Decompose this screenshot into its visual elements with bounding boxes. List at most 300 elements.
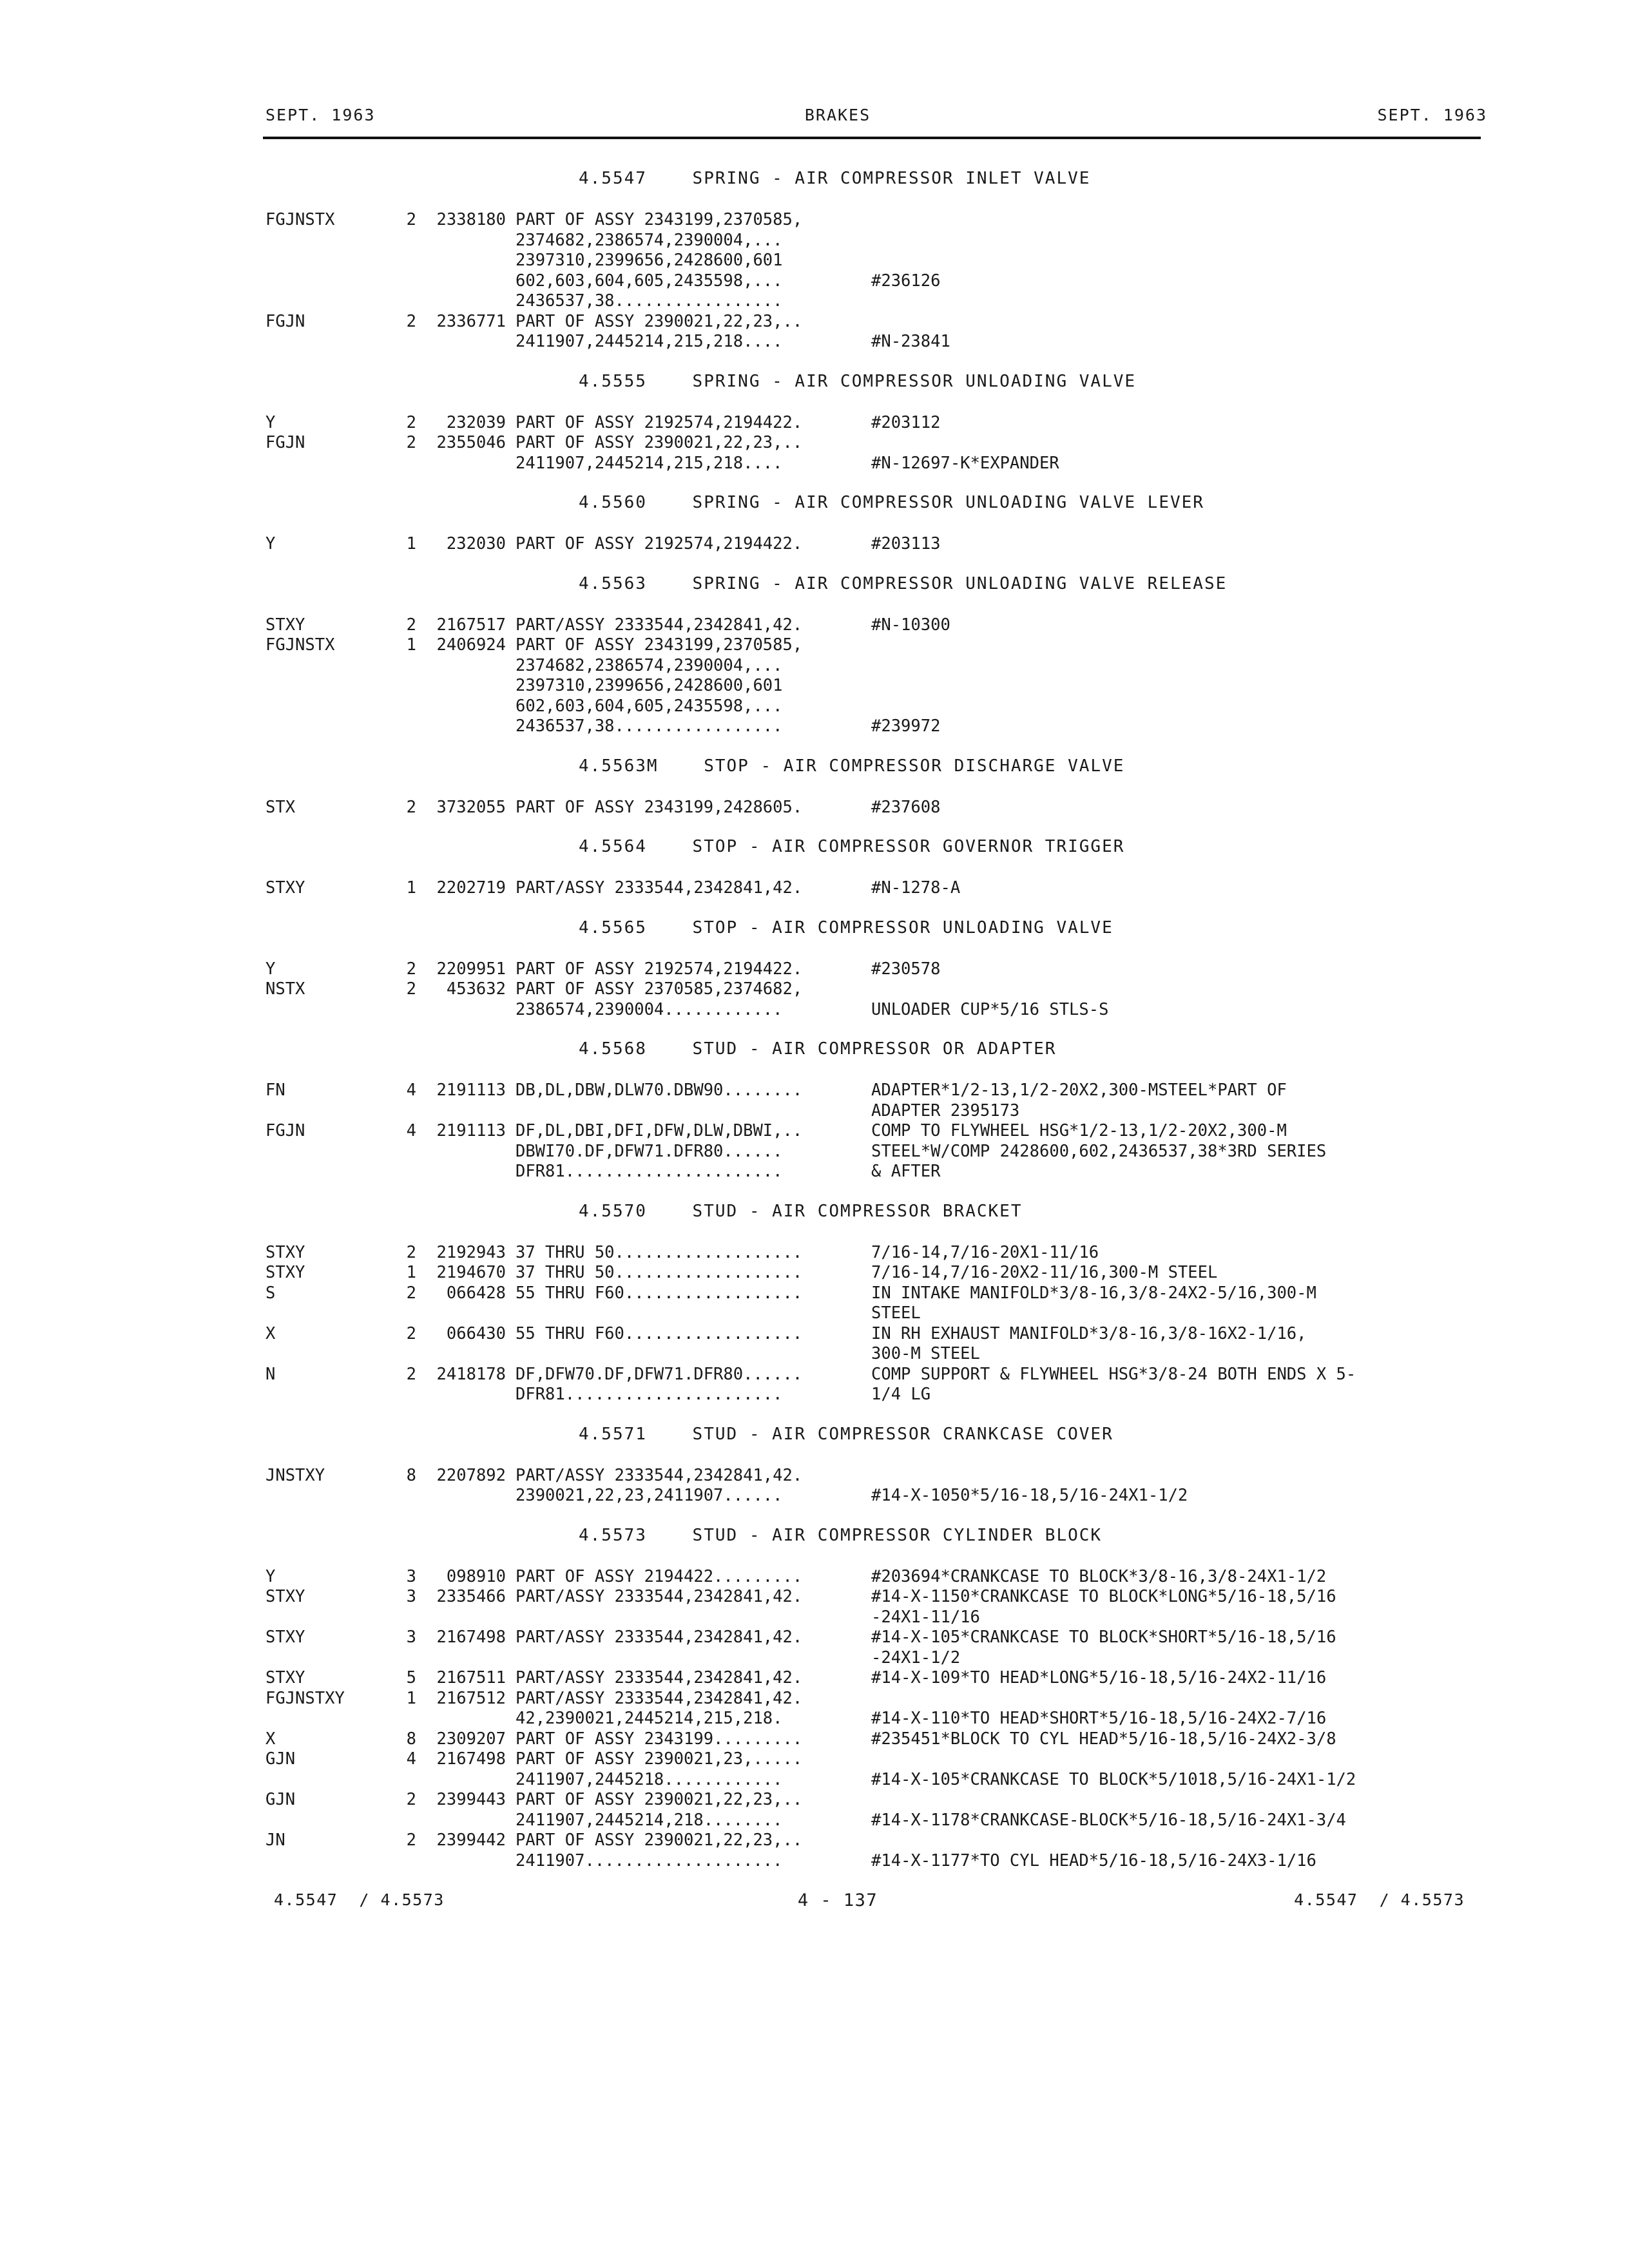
entry-line bbox=[0, 1851, 1629, 1872]
application-text: PART/ASSY 2333544,2342841,42. bbox=[516, 615, 803, 635]
entry-line bbox=[0, 291, 1629, 312]
section-spacer bbox=[0, 594, 1629, 615]
parts-section bbox=[0, 756, 1629, 838]
quantity: 2 bbox=[406, 412, 416, 432]
model-codes: STXY bbox=[265, 1628, 305, 1647]
section-spacer bbox=[0, 1506, 1629, 1526]
entry-line bbox=[0, 433, 1629, 454]
model-codes: GJN bbox=[265, 1790, 296, 1809]
quantity: 4 bbox=[406, 1081, 416, 1100]
part-entry bbox=[0, 1831, 1629, 1871]
part-number: 2167517 bbox=[436, 615, 506, 635]
entry-line bbox=[0, 312, 1629, 332]
section-spacer bbox=[0, 1546, 1629, 1567]
model-codes: FGJNSTX bbox=[265, 635, 335, 655]
header-date-right: SEPT. 1963 bbox=[1377, 106, 1487, 124]
description-text: #230578 bbox=[871, 959, 941, 979]
model-codes: X bbox=[265, 1729, 276, 1749]
model-codes: STXY bbox=[265, 1263, 305, 1282]
entry-line bbox=[0, 332, 1629, 352]
part-number: 2338180 bbox=[436, 210, 506, 229]
part-entry bbox=[0, 1749, 1629, 1790]
application-text: 602,603,604,605,2435598,... bbox=[516, 696, 783, 716]
model-codes: STXY bbox=[265, 878, 305, 898]
entry-line bbox=[0, 1101, 1629, 1122]
parts-section bbox=[0, 493, 1629, 574]
description-text: COMP TO FLYWHEEL HSG*1/2-13,1/2-20X2,300-M bbox=[871, 1121, 1287, 1140]
description-text: STEEL bbox=[871, 1303, 921, 1323]
entry-line bbox=[0, 1162, 1629, 1182]
part-number: 2167511 bbox=[436, 1668, 506, 1687]
part-number: 2192943 bbox=[436, 1242, 506, 1262]
application-text: PART OF ASSY 2390021,22,23,.. bbox=[516, 311, 803, 331]
application-text: 2374682,2386574,2390004,... bbox=[516, 230, 783, 250]
application-text: PART/ASSY 2333544,2342841,42. bbox=[516, 1628, 803, 1647]
entry-line bbox=[0, 697, 1629, 717]
entry-line bbox=[0, 1811, 1629, 1831]
section-number: 4.5568 bbox=[579, 1039, 647, 1059]
application-text: PART OF ASSY 2192574,2194422. bbox=[516, 959, 803, 979]
application-text: DF,DL,DBI,DFI,DFW,DLW,DBWI,.. bbox=[516, 1121, 803, 1140]
description-text: #203694*CRANKCASE TO BLOCK*3/8-16,3/8-24X1-1/2 bbox=[871, 1566, 1327, 1586]
entry-line bbox=[0, 656, 1629, 677]
application-text: PART OF ASSY 2390021,23,..... bbox=[516, 1749, 803, 1769]
entry-line bbox=[0, 1283, 1629, 1304]
parts-section bbox=[0, 918, 1629, 1040]
application-text: 37 THRU 50................... bbox=[516, 1263, 803, 1282]
section-spacer bbox=[0, 352, 1629, 372]
entry-line bbox=[0, 615, 1629, 636]
description-text: ADAPTER*1/2-13,1/2-20X2,300-MSTEEL*PART OF bbox=[871, 1081, 1287, 1100]
section-heading bbox=[0, 918, 1629, 938]
part-number: 2167498 bbox=[436, 1749, 506, 1769]
application-text: 602,603,604,605,2435598,... bbox=[516, 271, 783, 291]
section-title: SPRING - AIR COMPRESSOR INLET VALVE bbox=[692, 169, 1091, 188]
application-text: DFR81...................... bbox=[516, 1385, 783, 1404]
part-entry bbox=[0, 635, 1629, 737]
application-text: 2411907.................... bbox=[516, 1850, 783, 1870]
part-number: 2418178 bbox=[436, 1364, 506, 1384]
model-codes: FGJN bbox=[265, 311, 305, 331]
application-text: PART OF ASSY 2343199,2370585, bbox=[516, 635, 803, 655]
application-text: 55 THRU F60.................. bbox=[516, 1283, 803, 1303]
entry-line bbox=[0, 1770, 1629, 1791]
part-number: 066428 bbox=[446, 1283, 506, 1303]
quantity: 2 bbox=[406, 1831, 416, 1850]
entry-line bbox=[0, 1587, 1629, 1608]
parts-section bbox=[0, 837, 1629, 918]
part-entry bbox=[0, 1567, 1629, 1588]
parts-section bbox=[0, 1425, 1629, 1526]
model-codes: N bbox=[265, 1364, 276, 1384]
quantity: 2 bbox=[406, 979, 416, 999]
part-number: 066430 bbox=[446, 1323, 506, 1343]
parts-section bbox=[0, 372, 1629, 494]
entry-line bbox=[0, 1486, 1629, 1506]
part-number: 2355046 bbox=[436, 433, 506, 452]
description-text: #239972 bbox=[871, 716, 941, 736]
quantity: 2 bbox=[406, 797, 416, 817]
description-text: & AFTER bbox=[871, 1162, 941, 1181]
part-entry bbox=[0, 1283, 1629, 1324]
description-text: #203113 bbox=[871, 534, 941, 553]
section-heading bbox=[0, 372, 1629, 392]
quantity: 2 bbox=[406, 959, 416, 979]
description-text: 7/16-14,7/16-20X2-11/16,300-M STEEL bbox=[871, 1263, 1218, 1282]
application-text: 2374682,2386574,2390004,... bbox=[516, 655, 783, 675]
quantity: 2 bbox=[406, 210, 416, 229]
entry-line bbox=[0, 1081, 1629, 1101]
quantity: 1 bbox=[406, 1263, 416, 1282]
entry-line bbox=[0, 878, 1629, 899]
parts-listing bbox=[0, 169, 1629, 1890]
part-entry bbox=[0, 1324, 1629, 1365]
entry-line bbox=[0, 635, 1629, 656]
section-spacer bbox=[0, 555, 1629, 574]
section-spacer bbox=[0, 818, 1629, 837]
part-entry bbox=[0, 1121, 1629, 1182]
section-title: STOP - AIR COMPRESSOR GOVERNOR TRIGGER bbox=[692, 837, 1125, 856]
application-text: PART OF ASSY 2390021,22,23,.. bbox=[516, 1790, 803, 1809]
part-entry bbox=[0, 312, 1629, 352]
application-text: 2411907,2445214,218........ bbox=[516, 1810, 783, 1830]
section-number: 4.5547 bbox=[579, 169, 647, 188]
part-number: 3732055 bbox=[436, 797, 506, 817]
model-codes: Y bbox=[265, 412, 276, 432]
part-number: 2335466 bbox=[436, 1587, 506, 1606]
part-entry bbox=[0, 534, 1629, 555]
entry-line bbox=[0, 210, 1629, 231]
entry-line bbox=[0, 1790, 1629, 1811]
section-spacer bbox=[0, 1871, 1629, 1890]
description-text: UNLOADER CUP*5/16 STLS-S bbox=[871, 999, 1109, 1019]
entry-line bbox=[0, 1385, 1629, 1405]
section-title: STOP - AIR COMPRESSOR UNLOADING VALVE bbox=[692, 918, 1113, 937]
entry-line bbox=[0, 271, 1629, 292]
part-entry bbox=[0, 615, 1629, 636]
application-text: PART/ASSY 2333544,2342841,42. bbox=[516, 878, 803, 898]
description-text: #14-X-1177*TO CYL HEAD*5/16-18,5/16-24X3-1/16 bbox=[871, 1850, 1316, 1870]
part-entry bbox=[0, 1081, 1629, 1121]
part-number: 2202719 bbox=[436, 878, 506, 898]
quantity: 8 bbox=[406, 1465, 416, 1485]
model-codes: STXY bbox=[265, 1668, 305, 1687]
description-text: 7/16-14,7/16-20X1-11/16 bbox=[871, 1242, 1099, 1262]
description-text: #203112 bbox=[871, 412, 941, 432]
section-title: STUD - AIR COMPRESSOR CRANKCASE COVER bbox=[692, 1424, 1113, 1444]
description-text: 1/4 LG bbox=[871, 1385, 931, 1404]
part-entry bbox=[0, 1365, 1629, 1405]
header-section-title: BRAKES bbox=[804, 106, 871, 124]
entry-line bbox=[0, 454, 1629, 474]
model-codes: STXY bbox=[265, 1587, 305, 1606]
quantity: 2 bbox=[406, 615, 416, 635]
application-text: 2390021,22,23,2411907...... bbox=[516, 1486, 783, 1505]
description-text: #236126 bbox=[871, 271, 941, 291]
model-codes: FGJN bbox=[265, 433, 305, 452]
page-number: 4 - 137 bbox=[797, 1890, 878, 1910]
section-heading bbox=[0, 493, 1629, 513]
application-text: DF,DFW70.DF,DFW71.DFR80...... bbox=[516, 1364, 803, 1384]
entry-line bbox=[0, 1344, 1629, 1365]
entry-line bbox=[0, 1729, 1629, 1750]
part-entry bbox=[0, 1790, 1629, 1831]
section-heading bbox=[0, 837, 1629, 857]
application-text: PART/ASSY 2333544,2342841,42. bbox=[516, 1587, 803, 1606]
model-codes: FGJN bbox=[265, 1121, 305, 1140]
part-entry bbox=[0, 979, 1629, 1020]
part-entry bbox=[0, 1729, 1629, 1750]
part-number: 2194670 bbox=[436, 1263, 506, 1282]
part-number: 2167498 bbox=[436, 1628, 506, 1647]
entry-line bbox=[0, 231, 1629, 251]
section-number: 4.5571 bbox=[579, 1424, 647, 1444]
entry-line bbox=[0, 1243, 1629, 1264]
application-text: 2436537,38................. bbox=[516, 291, 783, 311]
part-number: 232039 bbox=[446, 412, 506, 432]
quantity: 3 bbox=[406, 1566, 416, 1586]
description-text: COMP SUPPORT & FLYWHEEL HSG*3/8-24 BOTH ENDS X 5- bbox=[871, 1364, 1356, 1384]
entry-line bbox=[0, 1324, 1629, 1345]
part-entry bbox=[0, 1689, 1629, 1729]
application-text: PART/ASSY 2333544,2342841,42. bbox=[516, 1465, 803, 1485]
parts-section bbox=[0, 1526, 1629, 1891]
application-text: 42,2390021,2445214,215,218. bbox=[516, 1709, 783, 1728]
quantity: 4 bbox=[406, 1121, 416, 1140]
part-number: 2191113 bbox=[436, 1081, 506, 1100]
part-entry bbox=[0, 210, 1629, 312]
section-spacer bbox=[0, 189, 1629, 210]
application-text: PART OF ASSY 2343199,2370585, bbox=[516, 210, 803, 229]
section-heading bbox=[0, 1202, 1629, 1222]
part-number: 2167512 bbox=[436, 1688, 506, 1708]
section-spacer bbox=[0, 1182, 1629, 1202]
description-text: #235451*BLOCK TO CYL HEAD*5/16-18,5/16-24X2-3/8 bbox=[871, 1729, 1336, 1749]
part-number: 2406924 bbox=[436, 635, 506, 655]
part-entry bbox=[0, 413, 1629, 434]
quantity: 3 bbox=[406, 1628, 416, 1647]
quantity: 1 bbox=[406, 878, 416, 898]
description-text: #14-X-1050*5/16-18,5/16-24X1-1/2 bbox=[871, 1486, 1188, 1505]
parts-section bbox=[0, 169, 1629, 372]
part-number: 2399442 bbox=[436, 1831, 506, 1850]
section-title: STUD - AIR COMPRESSOR CYLINDER BLOCK bbox=[692, 1525, 1103, 1545]
section-spacer bbox=[0, 938, 1629, 959]
part-entry bbox=[0, 433, 1629, 474]
description-text: #14-X-110*TO HEAD*SHORT*5/16-18,5/16-24X2-7/16 bbox=[871, 1709, 1327, 1728]
quantity: 1 bbox=[406, 635, 416, 655]
section-number: 4.5573 bbox=[579, 1525, 647, 1545]
section-spacer bbox=[0, 857, 1629, 878]
part-entry bbox=[0, 1587, 1629, 1628]
model-codes: JN bbox=[265, 1831, 285, 1850]
application-text: 2386574,2390004............ bbox=[516, 999, 783, 1019]
application-text: 2397310,2399656,2428600,601 bbox=[516, 676, 783, 695]
parts-section bbox=[0, 1039, 1629, 1202]
entry-line bbox=[0, 1303, 1629, 1324]
description-text: #14-X-109*TO HEAD*LONG*5/16-18,5/16-24X2-11/16 bbox=[871, 1668, 1327, 1687]
entry-line bbox=[0, 1668, 1629, 1689]
application-text: PART OF ASSY 2343199......... bbox=[516, 1729, 803, 1749]
application-text: 2411907,2445218............ bbox=[516, 1769, 783, 1789]
description-text: #N-1278-A bbox=[871, 878, 961, 898]
description-text: #14-X-1150*CRANKCASE TO BLOCK*LONG*5/16-18,5/16 bbox=[871, 1587, 1336, 1606]
description-text: #14-X-1178*CRANKCASE-BLOCK*5/16-18,5/16-24X1-3/4 bbox=[871, 1810, 1346, 1830]
entry-line bbox=[0, 716, 1629, 737]
application-text: 2411907,2445214,215,218.... bbox=[516, 453, 783, 473]
part-number: 453632 bbox=[446, 979, 506, 999]
model-codes: NSTX bbox=[265, 979, 305, 999]
entry-line bbox=[0, 251, 1629, 271]
part-entry bbox=[0, 798, 1629, 818]
model-codes: X bbox=[265, 1323, 276, 1343]
entry-line bbox=[0, 413, 1629, 434]
entry-line bbox=[0, 1628, 1629, 1648]
section-heading bbox=[0, 1425, 1629, 1445]
section-title: STUD - AIR COMPRESSOR BRACKET bbox=[692, 1201, 1023, 1221]
description-text: 300-M STEEL bbox=[871, 1344, 980, 1363]
model-codes: STXY bbox=[265, 1242, 305, 1262]
application-text: 2411907,2445214,215,218.... bbox=[516, 332, 783, 351]
model-codes: Y bbox=[265, 534, 276, 553]
model-codes: FN bbox=[265, 1081, 285, 1100]
description-text: STEEL*W/COMP 2428600,602,2436537,38*3RD SERIES bbox=[871, 1141, 1327, 1161]
quantity: 2 bbox=[406, 1323, 416, 1343]
model-codes: Y bbox=[265, 959, 276, 979]
part-entry bbox=[0, 1243, 1629, 1264]
part-number: 2399443 bbox=[436, 1790, 506, 1809]
header-rule bbox=[263, 137, 1481, 139]
section-title: SPRING - AIR COMPRESSOR UNLOADING VALVE bbox=[692, 371, 1137, 391]
section-number: 4.5570 bbox=[579, 1201, 647, 1221]
section-number: 4.5563M bbox=[579, 756, 659, 776]
model-codes: FGJNSTX bbox=[265, 210, 335, 229]
entry-line bbox=[0, 1648, 1629, 1669]
description-text: -24X1-1/2 bbox=[871, 1648, 961, 1667]
entry-line bbox=[0, 1567, 1629, 1588]
application-text: DB,DL,DBW,DLW70.DBW90........ bbox=[516, 1081, 803, 1100]
section-spacer bbox=[0, 1222, 1629, 1243]
part-entry bbox=[0, 1668, 1629, 1689]
quantity: 8 bbox=[406, 1729, 416, 1749]
application-text: PART OF ASSY 2192574,2194422. bbox=[516, 412, 803, 432]
application-text: 2436537,38................. bbox=[516, 716, 783, 736]
entry-line bbox=[0, 1365, 1629, 1385]
quantity: 2 bbox=[406, 1283, 416, 1303]
application-text: PART OF ASSY 2343199,2428605. bbox=[516, 797, 803, 817]
entry-line bbox=[0, 1121, 1629, 1142]
section-spacer bbox=[0, 776, 1629, 798]
quantity: 2 bbox=[406, 1242, 416, 1262]
entry-line bbox=[0, 1142, 1629, 1162]
quantity: 2 bbox=[406, 1364, 416, 1384]
application-text: PART OF ASSY 2390021,22,23,.. bbox=[516, 433, 803, 452]
part-number: 232030 bbox=[446, 534, 506, 553]
application-text: PART/ASSY 2333544,2342841,42. bbox=[516, 1688, 803, 1708]
part-number: 2207892 bbox=[436, 1465, 506, 1485]
entry-line bbox=[0, 534, 1629, 555]
section-number: 4.5563 bbox=[579, 573, 647, 593]
description-text: #14-X-105*CRANKCASE TO BLOCK*5/1018,5/16-24X1-1/2 bbox=[871, 1769, 1356, 1789]
description-text: #14-X-105*CRANKCASE TO BLOCK*SHORT*5/16-18,5/16 bbox=[871, 1628, 1336, 1647]
section-spacer bbox=[0, 1059, 1629, 1081]
application-text: DBWI70.DF,DFW71.DFR80...... bbox=[516, 1141, 783, 1161]
application-text: 2397310,2399656,2428600,601 bbox=[516, 251, 783, 270]
entry-line bbox=[0, 1263, 1629, 1283]
application-text: 37 THRU 50................... bbox=[516, 1242, 803, 1262]
part-number: 2336771 bbox=[436, 311, 506, 331]
section-title: STUD - AIR COMPRESSOR OR ADAPTER bbox=[692, 1039, 1057, 1059]
description-text: ADAPTER 2395173 bbox=[871, 1100, 1020, 1120]
quantity: 2 bbox=[406, 311, 416, 331]
model-codes: STXY bbox=[265, 615, 305, 635]
entry-line bbox=[0, 1749, 1629, 1770]
entry-line bbox=[0, 979, 1629, 1000]
application-text: PART OF ASSY 2390021,22,23,.. bbox=[516, 1831, 803, 1850]
description-text: #N-23841 bbox=[871, 332, 950, 351]
description-text: #N-12697-K*EXPANDER bbox=[871, 453, 1059, 473]
description-text: #N-10300 bbox=[871, 615, 950, 635]
entry-line bbox=[0, 959, 1629, 980]
model-codes: STX bbox=[265, 797, 296, 817]
part-number: 2191113 bbox=[436, 1121, 506, 1140]
section-heading bbox=[0, 1039, 1629, 1059]
model-codes: S bbox=[265, 1283, 276, 1303]
quantity: 3 bbox=[406, 1587, 416, 1606]
part-entry bbox=[0, 1628, 1629, 1668]
entry-line bbox=[0, 1466, 1629, 1486]
entry-line bbox=[0, 1831, 1629, 1851]
section-spacer bbox=[0, 1445, 1629, 1466]
part-entry bbox=[0, 1263, 1629, 1283]
section-spacer bbox=[0, 1020, 1629, 1039]
entry-line bbox=[0, 1000, 1629, 1021]
section-number: 4.5555 bbox=[579, 371, 647, 391]
model-codes: JNSTXY bbox=[265, 1465, 325, 1485]
section-heading bbox=[0, 574, 1629, 594]
part-entry bbox=[0, 959, 1629, 980]
part-number: 2309207 bbox=[436, 1729, 506, 1749]
application-text: PART OF ASSY 2370585,2374682, bbox=[516, 979, 803, 999]
quantity: 2 bbox=[406, 433, 416, 452]
entry-line bbox=[0, 798, 1629, 818]
footer-range-right: 4.5547 / 4.5573 bbox=[1294, 1890, 1465, 1909]
section-number: 4.5565 bbox=[579, 918, 647, 937]
section-spacer bbox=[0, 513, 1629, 534]
application-text: DFR81...................... bbox=[516, 1162, 783, 1181]
part-entry bbox=[0, 1466, 1629, 1506]
application-text: PART OF ASSY 2194422......... bbox=[516, 1566, 803, 1586]
section-spacer bbox=[0, 392, 1629, 413]
model-codes: FGJNSTXY bbox=[265, 1688, 345, 1708]
section-title: STOP - AIR COMPRESSOR DISCHARGE VALVE bbox=[704, 756, 1125, 776]
section-heading bbox=[0, 756, 1629, 776]
parts-section bbox=[0, 574, 1629, 756]
model-codes: GJN bbox=[265, 1749, 296, 1769]
section-number: 4.5560 bbox=[579, 493, 647, 512]
section-spacer bbox=[0, 737, 1629, 756]
application-text: PART OF ASSY 2192574,2194422. bbox=[516, 534, 803, 553]
section-heading bbox=[0, 169, 1629, 189]
parts-section bbox=[0, 1202, 1629, 1425]
description-text: #237608 bbox=[871, 797, 941, 817]
description-text: IN INTAKE MANIFOLD*3/8-16,3/8-24X2-5/16,300-M bbox=[871, 1283, 1316, 1303]
section-heading bbox=[0, 1526, 1629, 1546]
application-text: PART/ASSY 2333544,2342841,42. bbox=[516, 1668, 803, 1687]
description-text: IN RH EXHAUST MANIFOLD*3/8-16,3/8-16X2-1/16, bbox=[871, 1323, 1307, 1343]
section-number: 4.5564 bbox=[579, 837, 647, 856]
section-spacer bbox=[0, 1405, 1629, 1425]
